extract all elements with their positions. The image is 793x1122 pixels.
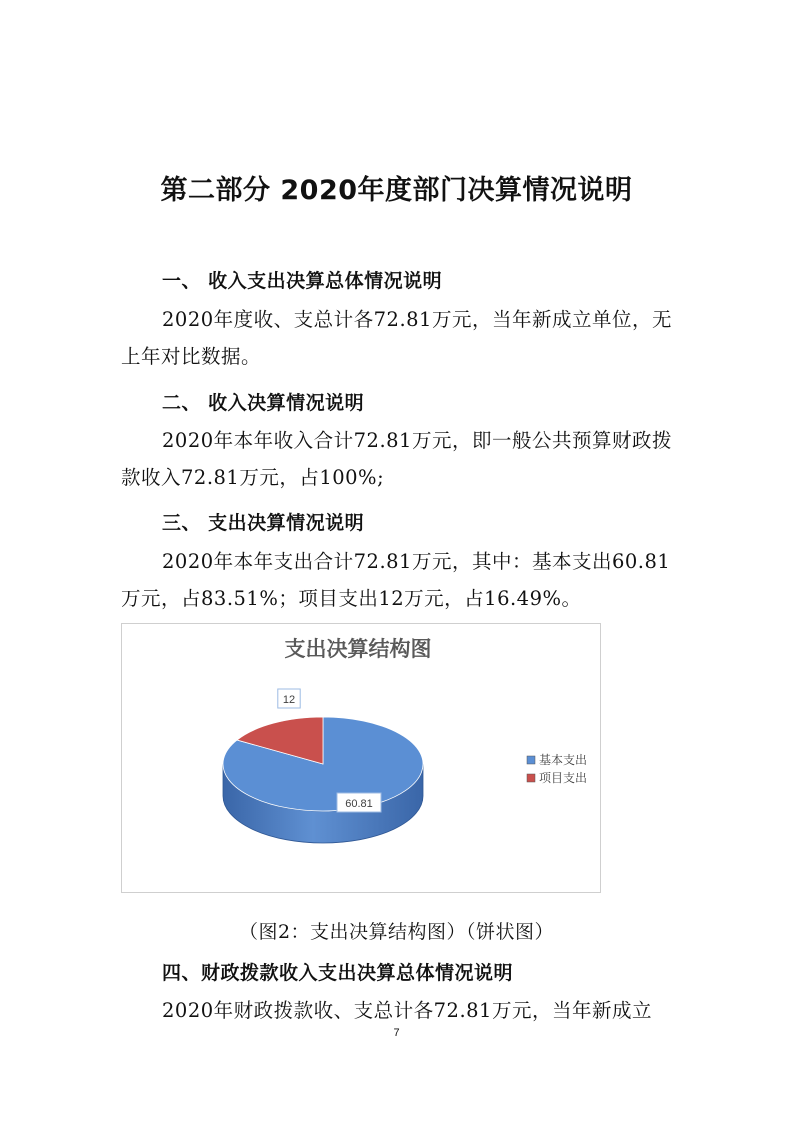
section-paragraph-2: 2020年本年收入合计72.81万元，即一般公共预算财政拨款收入72.81万元，占100%; <box>121 429 672 489</box>
section-heading-1: 一、 收入支出决算总体情况说明 <box>162 270 443 292</box>
pie-group <box>223 689 423 843</box>
section-heading-4: 四、财政拨款收入支出决算总体情况说明 <box>162 962 514 984</box>
section-heading-3: 三、 支出决算情况说明 <box>162 512 365 534</box>
chart-title: 支出决算结构图 <box>284 637 432 661</box>
data-label-basic-expenditure: 60.81 <box>345 798 373 810</box>
section-paragraph-3: 2020年本年支出合计72.81万元，其中：基本支出60.81万元，占83.51%；项目支出12万元，占16.49%。 <box>121 550 671 610</box>
section-paragraph-4: 2020年财政拨款收、支总计各72.81万元，当年新成立 <box>162 999 652 1022</box>
legend <box>527 752 587 785</box>
page-title: 第二部分 2020年度部门决算情况说明 <box>160 175 633 206</box>
legend-label: 项目支出 <box>539 771 588 785</box>
expenditure-pie-chart <box>121 623 601 893</box>
section-paragraph-1: 2020年度收、支总计各72.81万元，当年新成立单位，无上年对比数据。 <box>121 308 672 368</box>
figure-caption: （图2：支出决算结构图）（饼状图） <box>238 921 555 943</box>
data-label-project-expenditure: 12 <box>282 694 296 706</box>
legend-swatch <box>527 756 535 764</box>
legend-label: 基本支出 <box>539 753 588 767</box>
page-number: 7 <box>393 1027 400 1039</box>
section-heading-2: 二、 收入决算情况说明 <box>162 392 365 414</box>
legend-swatch <box>527 774 535 782</box>
chart-svg <box>122 624 600 892</box>
